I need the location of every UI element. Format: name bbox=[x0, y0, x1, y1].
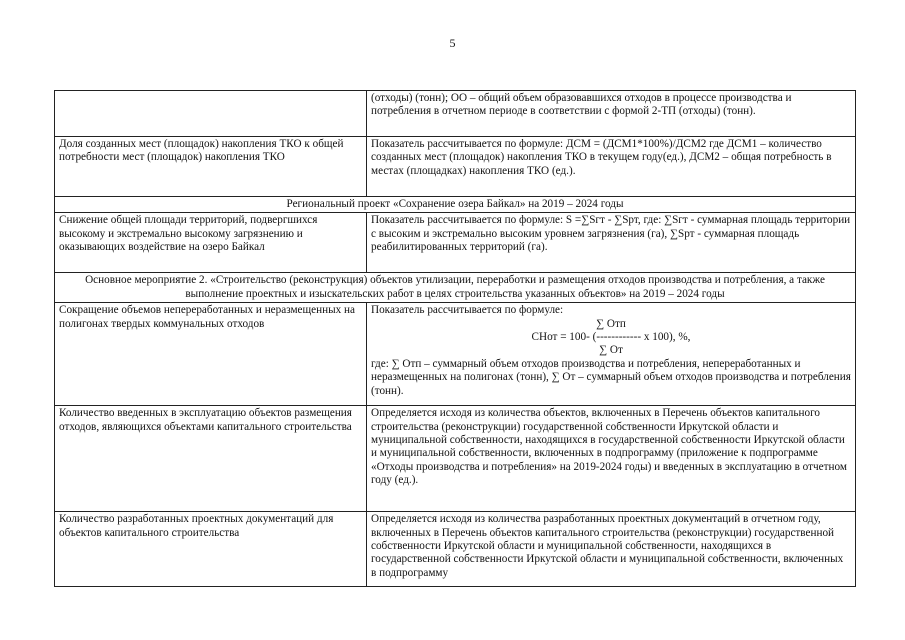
table-row bbox=[55, 91, 856, 137]
section-title: Основное мероприятие 2. «Строительство (реконструкция) объектов утилизации, переработки и размещения отходов производства и потребления, а также выполнение проектных и изыскательских работ в целях строительства указанных объектов» на 2019 – 2024 годы bbox=[55, 273, 856, 303]
table-row bbox=[55, 213, 856, 273]
calculation-method-cell: Показатель рассчитывается по формуле: S =∑Sгт - ∑Sрт, где: ∑Sгт - суммарная площадь территории с высоким и экстремально высоким уровнем загрязнения (га), ∑Sрт - суммарная площадь реабилитированных территорий (га). bbox=[367, 213, 856, 273]
table-row bbox=[55, 512, 856, 587]
calculation-method-cell: Определяется исходя из количества объектов, включенных в Перечень объектов капитального строительства (реконструкции) государственной собственности Иркутской области и муниципальной собственности, находящихся в государственной собственности Иркутской области и муниципальной собственности, включенных в подпрограмму (приложение к подпрограмме «Отходы производства и потребления» на 2019-2024 годы) и введенных в эксплуатацию в отчетном году (ед.). bbox=[367, 406, 856, 512]
table-row bbox=[55, 137, 856, 197]
formula-body: СНот = 100- (------------ х 100), %, bbox=[531, 331, 691, 344]
calculation-method-cell: Показатель рассчитывается по формуле: ДСМ = (ДСМ1*100%)/ДСМ2 где ДСМ1 – количество созданных мест (площадок) накопления ТКО в текущем году(ед.), ДСМ2 – общая потребность в местах (площадках) накопления ТКО (ед.). bbox=[367, 137, 856, 197]
calculation-method-cell: Определяется исходя из количества разработанных проектных документаций в отчетном году, включенных в Перечень объектов капитального строительства (реконструкции) государственной собственности Иркутской области и муниципальной собственности, находящихся в государственной собственности Иркутской области и муниципальной собственности, включенных в подпрограмму bbox=[367, 512, 856, 587]
indicator-name-cell: Сокращение объемов непереработанных и неразмещенных на полигонах твердых коммунальных отходов bbox=[55, 303, 367, 406]
indicator-name-cell: Доля созданных мест (площадок) накопления ТКО к общей потребности мест (площадок) накопления ТКО bbox=[55, 137, 367, 197]
section-title: Региональный проект «Сохранение озера Байкал» на 2019 – 2024 годы bbox=[55, 197, 856, 213]
formula-explanation: где: ∑ Отп – суммарный объем отходов производства и потребления, непереработанных и неразмещенных на полигонах (тонн), ∑ От – суммарный объем отходов производства и потребления (тонн). bbox=[371, 357, 851, 397]
formula-denominator: ∑ От bbox=[599, 344, 623, 357]
table-row bbox=[55, 406, 856, 512]
formula-intro: Показатель рассчитывается по формуле: bbox=[371, 304, 564, 317]
calculation-method-cell: (отходы) (тонн); ОО – общий объем образовавшихся отходов в процессе производства и потребления в отчетном периоде в соответствии с формой 2-ТП (отходы) (тонн). bbox=[367, 91, 856, 137]
indicator-name-cell: Снижение общей площади территорий, подвергшихся высокому и экстремально высокому загрязнению и оказывающих воздействие на озеро Байкал bbox=[55, 213, 367, 273]
indicator-name-cell: Количество разработанных проектных документаций для объектов капитального строительства bbox=[55, 512, 367, 587]
page-number: 5 bbox=[449, 36, 456, 50]
section-header-row bbox=[55, 197, 856, 213]
table-row bbox=[55, 303, 856, 406]
indicator-name-cell bbox=[55, 91, 367, 137]
calculation-method-cell bbox=[367, 303, 856, 406]
indicators-table bbox=[54, 90, 856, 587]
indicator-name-cell: Количество введенных в эксплуатацию объектов размещения отходов, являющихся объектами капитального строительства bbox=[55, 406, 367, 512]
formula-numerator: ∑ Отп bbox=[596, 317, 626, 330]
section-header-row bbox=[55, 273, 856, 303]
